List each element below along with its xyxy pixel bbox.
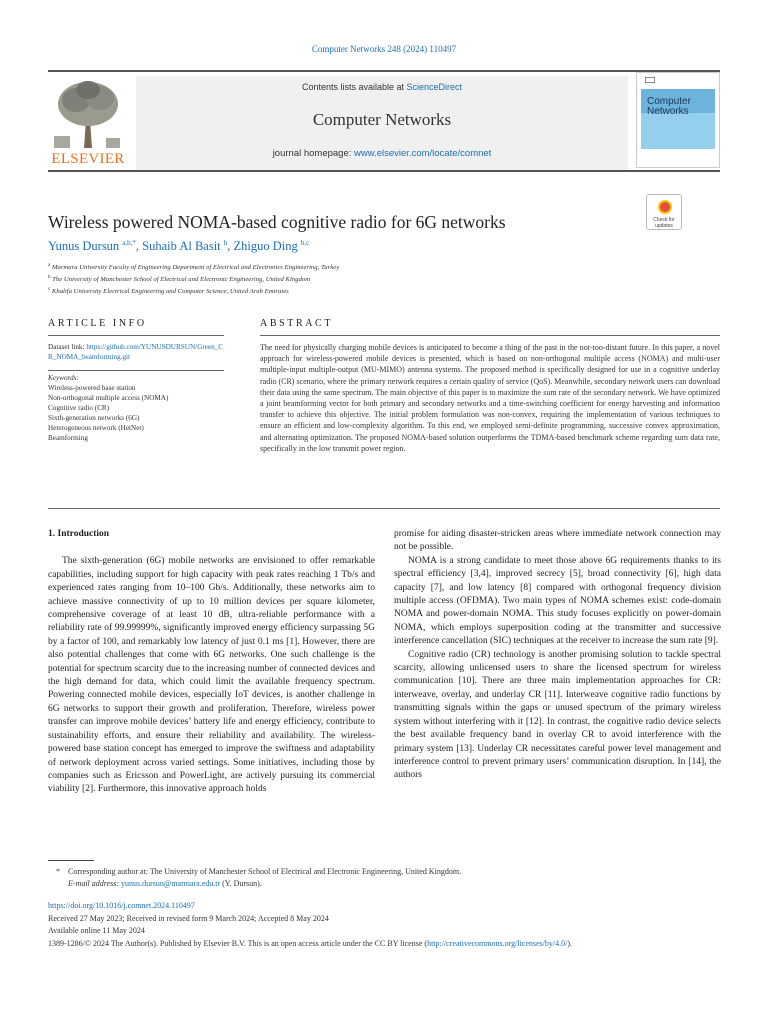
- header-rule-bottom: [48, 170, 720, 172]
- affiliation: [48, 285, 339, 297]
- author-sup: a,b,*: [122, 239, 136, 247]
- article-info: [48, 342, 224, 443]
- journal-title: Computer Networks: [312, 110, 452, 129]
- article-metadata: [48, 900, 738, 950]
- email-suffix: (Y. Dursun).: [220, 879, 262, 888]
- license-link[interactable]: http://creativecommons.org/licenses/by/4.0/: [427, 938, 568, 948]
- body-paragraph: Cognitive radio (CR) technology is another promising solution to tackle spectral scarcity, allowing unlicensed users to share the licensed spectrum for wireless communication [10]. There are three main implementation approaches for CR: interweave, overlay, and underlay CR [11]. Interweave cognitive radio functions by transmitting signals within the gaps or unused spectrum of the primary wireless system without interfering with it [12]. In contrast, the cognitive radio device selects the best available frequency band in overlay CR to avoid interference with the primary system [13]. Underlay CR necessitates careful power level management and interference control to prevent primary users’ communication disruption. In [14], the authors: [394, 649, 721, 781]
- author-name[interactable]: Yunus Dursun: [48, 239, 120, 254]
- keyword: Heterogeneous network (HetNet): [48, 424, 144, 432]
- affiliation-text: Khalifa University Electrical Engineering and Computer Science, United Arab Emirates: [51, 288, 289, 296]
- affiliation-text: The University of Manchester School of Electrical and Electronic Engineering, United Kingdom: [52, 276, 311, 284]
- sciencedirect-link[interactable]: ScienceDirect: [406, 82, 463, 92]
- cover-title-line1: Computer: [647, 96, 691, 107]
- check-updates-label: Check for updates: [653, 217, 675, 229]
- affiliation-sup: b: [48, 275, 51, 281]
- keyword: Wireless-powered base station: [48, 384, 136, 392]
- footnote-rule: [48, 860, 94, 861]
- info-rule: [48, 370, 224, 371]
- cover-title: [647, 97, 691, 117]
- email-link[interactable]: yunus.dursun@marmara.edu.tr: [121, 879, 221, 888]
- license-line: [48, 938, 738, 951]
- body-paragraph: NOMA is a strong candidate to meet those above 6G requirements thanks to its spectral efficiency [3,4], improved secrecy [5], broad connectivity [6], high data capacity [7], and low latency [8] compared with orthogonal frequency division multiple access (OFDMA). Two main types of NOMA schemes exist: code-domain NOMA and power-domain NOMA. This study focuses explicitly on power-domain NOMA, which employs superposition coding at the transmitter and successive interference cancellation (SIC) techniques at the receiver to increase the sum rate [9].: [394, 555, 721, 647]
- keyword: Non-orthogonal multiple access (NOMA): [48, 394, 169, 402]
- affiliation-sup: c: [48, 287, 51, 293]
- author-sup: b: [223, 239, 228, 247]
- check-updates-icon: [658, 200, 672, 214]
- cover-band-light: [641, 113, 715, 149]
- license-prefix: 1389-1286/© 2024 The Author(s). Published by Elsevier B.V. This is an open access article under the CC BY license (: [48, 938, 428, 948]
- article-info-rule: [48, 335, 224, 336]
- body-paragraph: The sixth-generation (6G) mobile networks are envisioned to offer remarkable capabilities, including support for high capacity with peak rates reaching 1 Tb/s and experienced rates ranging from 10–100 Gb/s. Additionally, these networks aim to achieve massive connectivity of up to 10 million devices per square kilometer, comprehensive coverage of at least 10 dB, ultra-reliable performance with a reliability rate of 99.99999%, significantly improved energy efficiency surpassing 5G by a factor of 100, and remarkably low latency of just 0.1 ms [1]. However, there are also potential challenges that come with 6G networks. One such challenge is the potential for spectrum scarcity due to the increasing number of connected devices and the high demand for data, which could limit the available frequency spectrum. Powering connected mobile devices, especially IoT devices, is another challenge in 6G networks to support their growth and proliferation. Therefore, wireless power transfer can improve mobile devices’ battery life and energy efficiency, contribute to sustainability efforts, and ensure their reliability and availability. The wireless-powered base station concept has emerged to improve the swiftness and adaptability of network deployment across varied settings. Some initiatives, including those by companies such as Ericsson and PowerLight, are actively pursuing its commercial viability [2]. Furthermore, this innovative approach holds: [48, 556, 375, 795]
- footnote: [48, 866, 728, 890]
- contents-prefix: Contents lists available at: [301, 82, 407, 92]
- homepage-prefix: journal homepage:: [272, 148, 355, 159]
- cover-title-line2: Networks: [647, 106, 689, 117]
- doi-link[interactable]: https://doi.org/10.1016/j.comnet.2024.110497: [48, 901, 195, 910]
- affiliation-text: Marmara University Faculty of Engineering Department of Electrical and Electronics Engineering, Turkey: [51, 264, 340, 272]
- elsevier-tree-icon: [48, 76, 128, 150]
- author-name[interactable]: Zhiguo Ding: [233, 239, 298, 254]
- affiliation-sup: a: [48, 263, 51, 268]
- author-list: Yunus Dursun $^{a,b,*}$, Suhaib Al Basit $^b$, Zhiguo Ding $^{b,c}$: [48, 239, 310, 254]
- homepage-line: [136, 148, 628, 159]
- body-column-right: [394, 528, 721, 783]
- author-sup: b,c: [300, 239, 310, 247]
- license-suffix: ).: [567, 938, 573, 948]
- abstract-text: The need for physically charging mobile devices is anticipated to become a thing of the past in the not-too-distant future. In this paper, a novel approach for wireless-powered mobile devices is presented, which is based on non-orthogonal multiple access (NOMA) and multi-user multiple-input multiple-output (MU-MIMO) antenna systems. The proposed method is specifically designed for use in a cognitive underlay radio (CR) scenario, where the primary network requires a certain quality of service (QoS). Meanwhile, secondary network users can download their data using the same spectrum. The main objective of this paper is to maximize the sum rate of the secondary network. We have optimized a joint beamforming vector for both primary and secondary networks and a time-switching coefficient for energy harvesting and information transfer to achieve this objective. The initial problem formulation was non-convex, requiring the implementation of various techniques to ensure an efficient and low-complexity algorithm. To this end, we employed semi-definite programming, successive convex approximation, and alternating optimization. The proposed NOMA-based solution outperforms the TDMA-based benchmark scheme regarding sum data rate, specifically in the low transmit power region.: [260, 343, 720, 453]
- elsevier-wordmark: ELSEVIER: [51, 151, 125, 167]
- header-rule-top: [48, 70, 720, 72]
- dataset-label: Dataset link:: [48, 343, 87, 351]
- article-info-heading: ARTICLE INFO: [48, 318, 147, 329]
- journal-banner: [136, 76, 628, 170]
- section-heading-introduction: 1. Introduction: [48, 529, 110, 539]
- affiliation: [48, 261, 339, 273]
- dataset-link-line: [48, 342, 224, 362]
- elsevier-logo[interactable]: [48, 76, 128, 168]
- email-label: E-mail address:: [68, 879, 122, 888]
- keyword: Beamforming: [48, 434, 88, 442]
- affiliation: [48, 273, 339, 285]
- cover-logo: [645, 77, 655, 83]
- footnote-marker: *: [56, 867, 60, 876]
- dataset-link[interactable]: https://github.com/YUNUSDURSUN/Green_CR_NOMA_beamforming.git: [48, 343, 224, 361]
- author-name[interactable]: Suhaib Al Basit: [142, 239, 221, 254]
- contents-line: [136, 82, 628, 92]
- affiliations: [48, 261, 339, 298]
- journal-citation[interactable]: Computer Networks 248 (2024) 110497: [311, 44, 457, 54]
- abstract-bottom-rule: [48, 508, 720, 509]
- dates-received: Received 27 May 2023; Received in revised form 9 March 2024; Accepted 8 May 2024: [48, 913, 329, 923]
- journal-header: [48, 70, 720, 170]
- corresponding-author-text: Corresponding author at: The University of Manchester School of Electrical and Electronic Engineering, United Kingdom.: [68, 867, 462, 876]
- journal-cover-image[interactable]: [636, 72, 720, 168]
- corresponding-author-note: [48, 866, 728, 878]
- abstract-heading: ABSTRACT: [260, 318, 334, 329]
- body-paragraph: promise for aiding disaster-stricken areas where immediate network connection may not be possible.: [394, 529, 721, 553]
- abstract-rule: [260, 335, 720, 336]
- keyword: Cognitive radio (CR): [48, 404, 110, 412]
- homepage-link[interactable]: www.elsevier.com/locate/comnet: [354, 148, 492, 159]
- article-title: Wireless powered NOMA-based cognitive radio for 6G networks: [48, 212, 506, 232]
- body-column-left: [48, 528, 375, 797]
- keywords-title: Keywords:: [48, 374, 79, 382]
- email-line: [48, 878, 728, 890]
- date-available: Available online 11 May 2024: [48, 926, 145, 935]
- check-for-updates-button[interactable]: [646, 194, 682, 230]
- keyword: Sixth-generation networks (6G): [48, 414, 140, 422]
